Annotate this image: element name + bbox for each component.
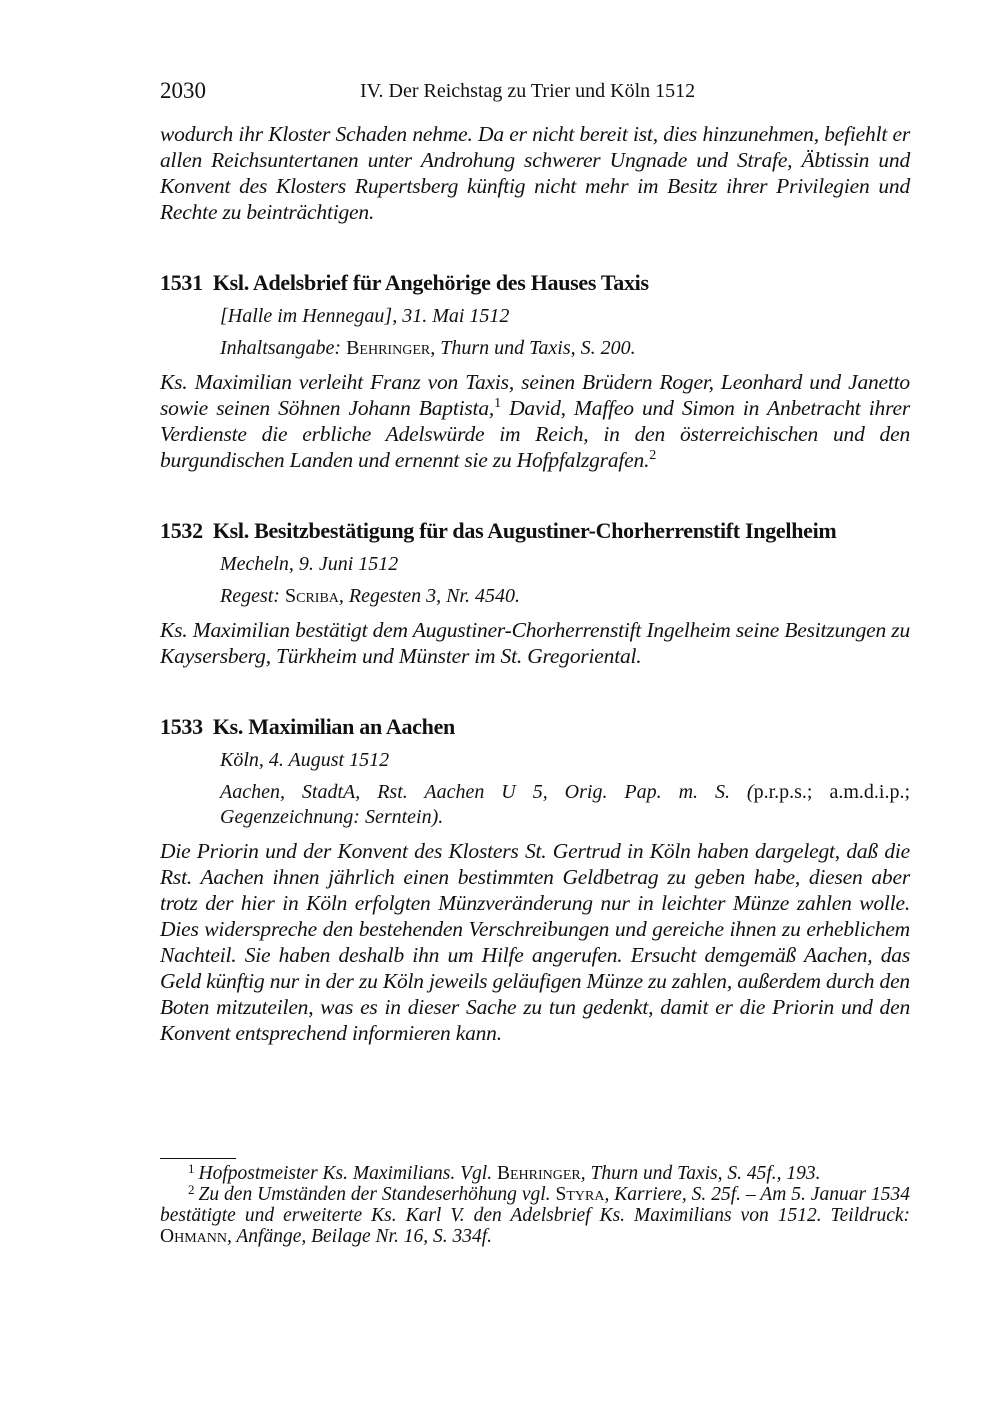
- footnote-text: , Thurn und Taxis, S. 45f., 193.: [580, 1163, 821, 1184]
- footnote-text: Hofpostmeister Ks. Maximilians. Vgl.: [198, 1163, 497, 1184]
- entry-heading: [160, 269, 910, 297]
- footnote-2: [160, 1184, 910, 1247]
- running-head: [160, 78, 910, 108]
- entry-summary: Die Priorin und der Konvent des Klosters St. Gertrud in Köln haben dargelegt, daß die Rst. Aachen ihnen jährlich einen bestimmten Geldbetrag zu geben habe, diesen aber trotz der hier in Köln erfolgten Münzveränderung nur in leichter Münze zahlen wolle. Dies widerspreche den bestehenden Verschreibungen und gereiche ihnen zu erheblichem Nachteil. Sie haben deshalb ihn um Hilfe angerufen. Ersucht demgemäß Aachen, das Geld künftig nur in der zu Köln jeweils geläufigen Münze zu zahlen, außerdem durch den Boten mitzuteilen, was es in dieser Sache zu tun gedenkt, damit er die Priorin und den Konvent entsprechend informieren kann.: [160, 839, 910, 1045]
- page-number: 2030: [160, 78, 206, 103]
- source-abbreviations: p.r.p.s.; a.m.d.i.p.;: [753, 781, 910, 803]
- source-text: Aachen, StadtA, Rst. Aachen U 5, Orig. Pap. m. S. (: [220, 781, 754, 803]
- entry-summary: Ks. Maximilian bestätigt dem Augustiner-Chorherrenstift Ingelheim seine Besitzungen zu Kaysersberg, Türkheim und Münster im St. Gregoriental.: [160, 618, 910, 668]
- footnote-divider: [160, 1158, 236, 1159]
- entry-place-date: Mecheln, 9. Juni 1512: [220, 553, 399, 575]
- footnote-number: 1: [188, 1161, 195, 1176]
- source-author: Behringer: [346, 337, 431, 359]
- source-rest: , Thurn und Taxis, S. 200.: [430, 337, 636, 359]
- document-page: [160, 78, 910, 1046]
- footnote-text: , Anfänge, Beilage Nr. 16, S. 334f.: [226, 1226, 493, 1247]
- entry-summary: [160, 369, 910, 473]
- source-label: Inhaltsangabe:: [220, 337, 342, 359]
- footnotes: [160, 1158, 910, 1247]
- footnote-1: [160, 1163, 910, 1184]
- source-text: Gegenzeichnung: Serntein).: [220, 806, 444, 828]
- source-label: Regest:: [220, 585, 280, 607]
- summary-text-part: Ks. Maximilian verleiht Franz von Taxis, seinen Brüdern Roger, Leonhard und Janetto sowie seinen Söhnen Johann Baptista,: [160, 370, 910, 420]
- entry-heading: [160, 713, 910, 741]
- source-rest: , Regesten 3, Nr. 4540.: [338, 585, 520, 607]
- intro-paragraph: wodurch ihr Kloster Schaden nehme. Da er nicht bereit ist, dies hinzunehmen, befiehlt er allen Reichsuntertanen unter Androhung schwerer Ungnade und Strafe, Äbtissin und Konvent des Klosters Rupertsberg künftig nicht mehr im Besitz ihrer Privilegien und Rechte zu beinträchtigen.: [160, 122, 910, 224]
- entry-title: Ksl. Besitzbestätigung für das Augustiner-Chorherrenstift Ingelheim: [212, 518, 837, 543]
- footnote-text: , Karriere, S. 25f. – Am 5. Januar 1534 bestätigte und erweiterte Ks. Karl V. den Adelsbrief Ks. Maximilians von 1512. Teildruck:: [160, 1184, 910, 1226]
- entry-1533: [160, 713, 910, 1046]
- footnote-number: 2: [188, 1182, 195, 1197]
- entry-heading: [160, 517, 910, 545]
- entry-place-date: Köln, 4. August 1512: [220, 749, 390, 771]
- entry-title: Ksl. Adelsbrief für Angehörige des Hauses Taxis: [212, 270, 649, 295]
- entry-number: 1533: [160, 714, 203, 739]
- footnote-ref[interactable]: 1: [494, 396, 501, 411]
- footnote-author: Ohmann: [160, 1226, 227, 1247]
- entry-source: [160, 780, 910, 830]
- running-title: IV. Der Reichstag zu Trier und Köln 1512: [360, 80, 696, 102]
- entry-title: Ks. Maximilian an Aachen: [212, 714, 455, 739]
- entry-source: [160, 584, 910, 609]
- footnote-author: Styra: [555, 1184, 605, 1205]
- entry-number: 1531: [160, 270, 203, 295]
- footnote-text: Zu den Umständen der Standeserhöhung vgl.: [198, 1184, 556, 1205]
- entry-1532: [160, 517, 910, 669]
- footnote-author: Behringer: [496, 1163, 581, 1184]
- summary-text-part: David, Maffeo und Simon in Anbetracht ihrer Verdienste die erbliche Adelswürde im Reich, in den österreichischen und den burgundischen Landen und ernennt sie zu Hofpfalzgrafen.: [160, 396, 910, 472]
- footnote-ref[interactable]: 2: [649, 448, 657, 463]
- entry-place-date: [Halle im Hennegau], 31. Mai 1512: [220, 305, 510, 327]
- entry-number: 1532: [160, 518, 203, 543]
- entry-source: [160, 336, 910, 361]
- source-author: Scriba: [284, 585, 339, 607]
- entry-1531: [160, 269, 910, 473]
